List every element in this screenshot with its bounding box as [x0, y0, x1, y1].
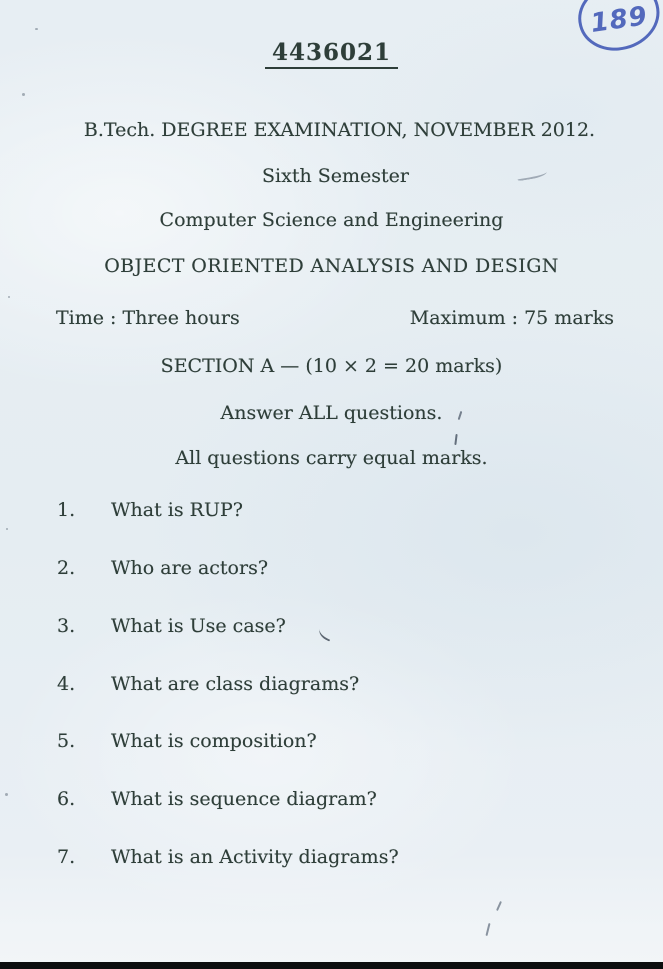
exam-title: B.Tech. DEGREE EXAMINATION, NOVEMBER 2012.: [83, 119, 596, 141]
time-allowed: Time : Three hours: [56, 307, 240, 329]
instruction-answer-all: Answer ALL questions.: [220, 402, 443, 424]
question-row: [0, 673, 663, 697]
stray-pen-mark: [496, 901, 502, 911]
paper-speck: [8, 296, 10, 298]
question-row: [0, 499, 663, 523]
maximum-marks: Maximum : 75 marks: [409, 307, 614, 329]
section-heading: SECTION A — (10 × 2 = 20 marks): [160, 355, 503, 377]
paper-speck: [35, 28, 38, 30]
question-text: What is Use case?: [111, 615, 286, 637]
subject-line: OBJECT ORIENTED ANALYSIS AND DESIGN: [104, 255, 559, 277]
question-number: 1.: [57, 499, 76, 521]
question-text: What is sequence diagram?: [111, 788, 377, 810]
question-text: What is composition?: [111, 730, 317, 752]
paper-code-line: [0, 41, 663, 66]
question-row: [0, 730, 663, 754]
department-line: Computer Science and Engineering: [159, 209, 504, 231]
paper-speck: [6, 528, 8, 530]
question-text: What is RUP?: [111, 499, 243, 521]
question-text: Who are actors?: [111, 557, 269, 579]
question-row: [0, 846, 663, 870]
question-number: 5.: [57, 730, 76, 752]
stamp-number: 189: [589, 1, 651, 39]
question-row: [0, 557, 663, 581]
paper-speck: [22, 93, 25, 96]
question-text: What is an Activity diagrams?: [111, 846, 399, 868]
question-number: 2.: [57, 557, 76, 579]
question-number: 3.: [57, 615, 76, 637]
semester-line: Sixth Semester: [262, 165, 409, 187]
question-number: 7.: [57, 846, 76, 868]
paper-speck: [5, 793, 8, 796]
question-number: 6.: [57, 788, 76, 810]
question-row: [0, 788, 663, 812]
instruction-equal-marks: All questions carry equal marks.: [175, 447, 488, 469]
stray-pen-mark: [485, 923, 490, 936]
stray-pen-tick: [454, 434, 457, 445]
question-number: 4.: [57, 673, 76, 695]
paper-code: 4436021: [265, 39, 398, 69]
question-text: What are class diagrams?: [111, 673, 360, 695]
